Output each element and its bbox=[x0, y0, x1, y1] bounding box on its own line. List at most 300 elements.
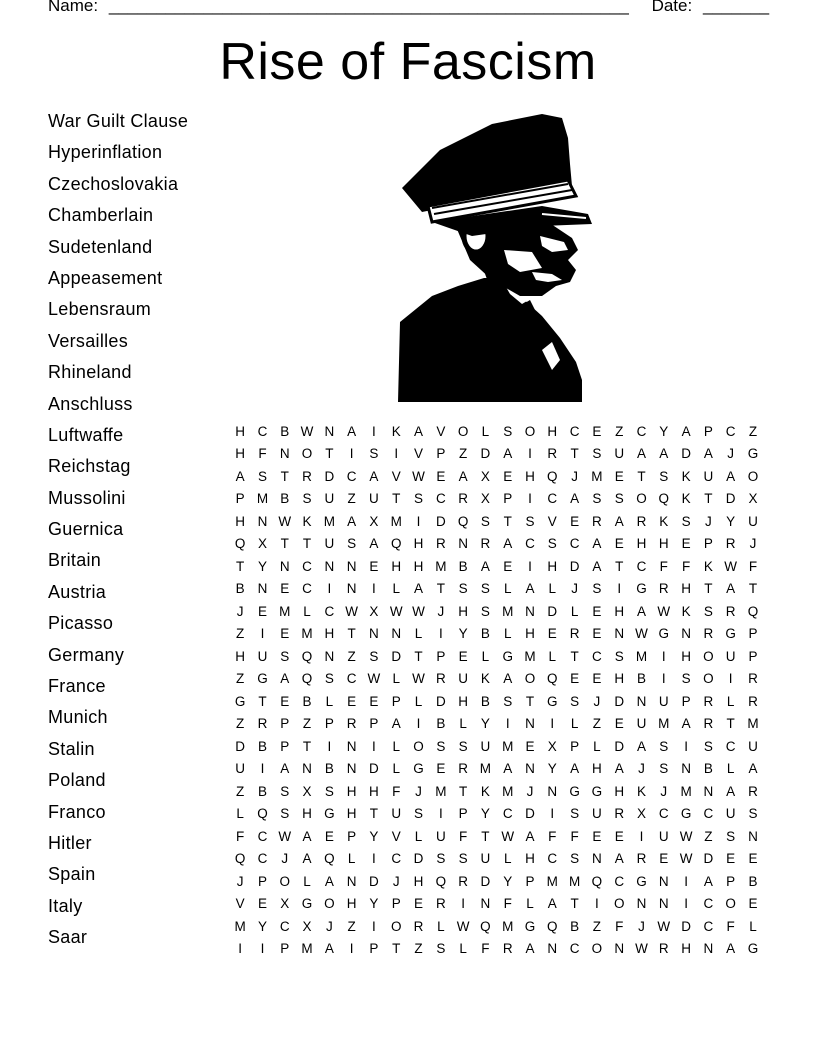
grid-letter: N bbox=[324, 648, 335, 664]
grid-letter: T bbox=[347, 626, 356, 642]
grid-letter: K bbox=[636, 783, 646, 799]
grid-letter: N bbox=[346, 738, 357, 754]
header bbox=[48, 0, 769, 16]
grid-letter: Q bbox=[658, 491, 670, 507]
grid-letter: R bbox=[480, 536, 491, 552]
grid-letter: R bbox=[458, 873, 468, 889]
grid-letter: I bbox=[327, 738, 332, 754]
grid-letter: E bbox=[436, 761, 446, 777]
grid-letter: N bbox=[681, 626, 691, 642]
grid-letter: T bbox=[280, 536, 289, 552]
grid-letter: A bbox=[280, 761, 290, 777]
grid-letter: P bbox=[748, 648, 758, 664]
grid-letter: N bbox=[279, 446, 290, 462]
grid-letter: W bbox=[367, 671, 381, 687]
grid-letter: R bbox=[703, 716, 714, 732]
grid-letter: H bbox=[346, 783, 357, 799]
grid-letter: Z bbox=[615, 423, 624, 439]
grid-letter: V bbox=[414, 446, 424, 462]
grid-letter: B bbox=[436, 716, 446, 732]
grid-letter: J bbox=[638, 918, 645, 934]
grid-letter: A bbox=[726, 468, 736, 484]
grid-letter: A bbox=[614, 761, 624, 777]
grid-letter: S bbox=[280, 783, 290, 799]
grid-letter: N bbox=[346, 558, 357, 574]
grid-letter: H bbox=[681, 581, 691, 597]
grid-letter: B bbox=[480, 693, 490, 709]
grid-letter: F bbox=[681, 558, 691, 574]
grid-letter: S bbox=[458, 738, 468, 754]
grid-letter: A bbox=[302, 851, 312, 867]
grid-letter: V bbox=[391, 468, 401, 484]
grid-letter: W bbox=[635, 941, 648, 957]
grid-letter: H bbox=[525, 851, 535, 867]
grid-letter: U bbox=[725, 806, 736, 822]
grid-letter: Q bbox=[257, 806, 268, 822]
grid-letter: R bbox=[458, 491, 468, 507]
grid-letter: P bbox=[703, 536, 713, 552]
grid-letter: M bbox=[680, 783, 692, 799]
grid-letter: H bbox=[324, 626, 335, 642]
grid-letter: N bbox=[703, 941, 714, 957]
grid-letter: Q bbox=[390, 536, 402, 552]
grid-letter: Q bbox=[480, 918, 491, 934]
grid-letter: A bbox=[280, 671, 290, 687]
grid-letter: P bbox=[681, 693, 691, 709]
grid-letter: C bbox=[257, 828, 268, 844]
grid-letter: O bbox=[703, 671, 714, 687]
grid-letter: Y bbox=[257, 918, 267, 934]
grid-letter: B bbox=[636, 671, 646, 687]
grid-letter: G bbox=[524, 918, 536, 934]
grid-letter: X bbox=[369, 603, 379, 619]
grid-letter: J bbox=[415, 783, 422, 799]
grid-letter: A bbox=[369, 468, 379, 484]
grid-row bbox=[229, 623, 764, 646]
grid-letter: E bbox=[503, 558, 513, 574]
grid-letter: A bbox=[659, 446, 669, 462]
grid-letter: K bbox=[480, 783, 490, 799]
grid-letter: C bbox=[525, 536, 535, 552]
grid-letter: S bbox=[302, 491, 312, 507]
grid-letter: A bbox=[547, 896, 557, 912]
grid-letter: F bbox=[481, 941, 490, 957]
grid-letter: Z bbox=[236, 716, 245, 732]
grid-letter: S bbox=[592, 491, 602, 507]
grid-letter: S bbox=[369, 446, 379, 462]
date-label: Date: bbox=[651, 0, 693, 15]
grid-letter: A bbox=[458, 468, 468, 484]
word-list-item: Picasso bbox=[48, 613, 114, 634]
grid-letter: L bbox=[726, 761, 735, 777]
grid-row bbox=[229, 780, 764, 803]
grid-row bbox=[229, 915, 764, 938]
grid-letter: M bbox=[279, 603, 291, 619]
grid-letter: E bbox=[525, 738, 535, 754]
word-search-grid bbox=[229, 420, 764, 960]
grid-letter: L bbox=[593, 738, 601, 754]
grid-letter: I bbox=[528, 446, 532, 462]
grid-letter: J bbox=[727, 446, 735, 462]
grid-letter: Q bbox=[234, 851, 246, 867]
grid-letter: R bbox=[435, 896, 446, 912]
grid-letter: R bbox=[302, 468, 312, 484]
grid-letter: Y bbox=[480, 716, 490, 732]
grid-letter: M bbox=[591, 468, 603, 484]
grid-letter: K bbox=[681, 468, 691, 484]
grid-letter: U bbox=[369, 491, 379, 507]
grid-letter: M bbox=[524, 648, 536, 664]
name-line: _______________________________________________________ bbox=[108, 0, 629, 15]
grid-letter: P bbox=[280, 941, 290, 957]
grid-letter: W bbox=[501, 828, 515, 844]
grid-letter: J bbox=[571, 468, 578, 484]
grid-row bbox=[229, 848, 764, 871]
grid-letter: N bbox=[458, 536, 468, 552]
grid-letter: E bbox=[347, 693, 357, 709]
grid-letter: H bbox=[614, 671, 625, 687]
grid-letter: G bbox=[658, 626, 670, 642]
grid-letter: A bbox=[614, 851, 624, 867]
grid-letter: S bbox=[324, 671, 334, 687]
grid-letter: I bbox=[639, 828, 644, 844]
grid-letter: A bbox=[480, 558, 490, 574]
grid-letter: L bbox=[570, 603, 579, 619]
grid-letter: E bbox=[570, 671, 580, 687]
grid-letter: C bbox=[658, 806, 669, 822]
grid-letter: S bbox=[681, 513, 691, 529]
grid-letter: N bbox=[257, 513, 268, 529]
grid-letter: P bbox=[458, 806, 468, 822]
grid-letter: H bbox=[658, 536, 669, 552]
grid-letter: F bbox=[615, 918, 624, 934]
grid-letter: X bbox=[547, 738, 557, 754]
grid-letter: E bbox=[503, 468, 513, 484]
grid-letter: N bbox=[658, 873, 669, 889]
grid-row bbox=[229, 578, 764, 601]
word-list bbox=[48, 109, 188, 957]
grid-letter: R bbox=[458, 761, 468, 777]
grid-letter: A bbox=[636, 603, 646, 619]
grid-letter: Q bbox=[547, 918, 558, 934]
grid-letter: Q bbox=[301, 648, 313, 664]
grid-letter: J bbox=[749, 536, 757, 552]
grid-letter: B bbox=[302, 693, 312, 709]
grid-letter: I bbox=[349, 941, 354, 957]
grid-letter: M bbox=[658, 716, 670, 732]
grid-letter: I bbox=[528, 558, 532, 574]
grid-letter: D bbox=[547, 603, 558, 619]
word-list-item: Luftwaffe bbox=[48, 424, 124, 445]
grid-letter: W bbox=[657, 603, 671, 619]
grid-letter: U bbox=[324, 491, 335, 507]
grid-letter: H bbox=[235, 648, 246, 664]
grid-letter: D bbox=[480, 873, 491, 889]
grid-letter: T bbox=[236, 558, 245, 574]
grid-letter: D bbox=[435, 693, 446, 709]
grid-letter: B bbox=[324, 761, 334, 777]
grid-letter: E bbox=[614, 828, 624, 844]
grid-letter: L bbox=[481, 423, 490, 439]
grid-letter: S bbox=[480, 603, 490, 619]
grid-letter: W bbox=[412, 671, 425, 687]
grid-letter: A bbox=[324, 941, 334, 957]
grid-letter: P bbox=[369, 716, 379, 732]
grid-letter: I bbox=[684, 896, 688, 912]
grid-letter: M bbox=[323, 513, 335, 529]
grid-letter: G bbox=[636, 581, 647, 597]
grid-letter: A bbox=[525, 828, 535, 844]
grid-letter: O bbox=[279, 873, 290, 889]
grid-letter: A bbox=[570, 491, 580, 507]
grid-letter: D bbox=[681, 918, 691, 934]
grid-letter: N bbox=[525, 761, 535, 777]
grid-letter: A bbox=[681, 423, 691, 439]
grid-letter: U bbox=[703, 468, 714, 484]
grid-letter: W bbox=[278, 828, 292, 844]
grid-letter: W bbox=[345, 603, 358, 619]
grid-letter: O bbox=[390, 918, 402, 934]
grid-letter: M bbox=[546, 873, 558, 889]
grid-letter: K bbox=[703, 558, 713, 574]
grid-letter: N bbox=[748, 828, 758, 844]
grid-letter: D bbox=[369, 761, 379, 777]
grid-letter: D bbox=[324, 468, 335, 484]
grid-letter: P bbox=[570, 738, 580, 754]
grid-letter: F bbox=[570, 828, 579, 844]
grid-row bbox=[229, 870, 764, 893]
grid-letter: C bbox=[279, 918, 290, 934]
grid-letter: H bbox=[592, 761, 602, 777]
grid-letter: M bbox=[301, 626, 313, 642]
grid-letter: L bbox=[503, 626, 512, 642]
grid-letter: I bbox=[684, 873, 688, 889]
grid-letter: L bbox=[414, 828, 423, 844]
grid-letter: G bbox=[725, 626, 736, 642]
grid-letter: S bbox=[280, 806, 290, 822]
grid-letter: Q bbox=[324, 851, 335, 867]
grid-letter: L bbox=[503, 851, 512, 867]
grid-letter: P bbox=[503, 491, 513, 507]
grid-letter: H bbox=[525, 468, 535, 484]
grid-letter: M bbox=[234, 918, 246, 934]
grid-letter: E bbox=[592, 603, 602, 619]
grid-letter: O bbox=[725, 896, 736, 912]
word-list-item: Hitler bbox=[48, 832, 92, 853]
grid-letter: J bbox=[325, 918, 333, 934]
grid-letter: J bbox=[526, 783, 534, 799]
grid-letter: S bbox=[614, 491, 624, 507]
grid-letter: D bbox=[480, 446, 491, 462]
grid-letter: A bbox=[681, 716, 691, 732]
grid-letter: D bbox=[681, 446, 691, 462]
grid-letter: A bbox=[703, 873, 713, 889]
grid-letter: H bbox=[614, 603, 625, 619]
grid-letter: S bbox=[614, 648, 624, 664]
word-list-item: Austria bbox=[48, 581, 107, 602]
grid-row bbox=[229, 510, 764, 533]
grid-letter: T bbox=[436, 581, 445, 597]
grid-letter: K bbox=[659, 513, 669, 529]
grid-letter: C bbox=[257, 423, 268, 439]
grid-letter: L bbox=[459, 716, 467, 732]
grid-letter: W bbox=[300, 423, 314, 439]
grid-letter: T bbox=[726, 716, 735, 732]
grid-letter: T bbox=[615, 558, 624, 574]
grid-letter: Z bbox=[592, 716, 602, 732]
grid-letter: S bbox=[480, 513, 490, 529]
grid-letter: F bbox=[236, 828, 245, 844]
grid-letter: N bbox=[324, 558, 335, 574]
grid-letter: I bbox=[438, 806, 443, 822]
grid-letter: H bbox=[681, 648, 691, 664]
grid-letter: C bbox=[302, 581, 312, 597]
grid-letter: P bbox=[280, 738, 290, 754]
grid-letter: J bbox=[638, 761, 645, 777]
grid-letter: Z bbox=[236, 783, 245, 799]
word-list-item: Franco bbox=[48, 801, 106, 822]
grid-letter: O bbox=[703, 648, 714, 664]
grid-letter: S bbox=[703, 738, 713, 754]
grid-letter: S bbox=[547, 536, 557, 552]
grid-letter: N bbox=[525, 603, 535, 619]
grid-letter: D bbox=[525, 806, 535, 822]
grid-letter: R bbox=[748, 783, 758, 799]
word-list-item: Czechoslovakia bbox=[48, 173, 179, 194]
grid-letter: I bbox=[372, 738, 376, 754]
grid-letter: H bbox=[681, 941, 691, 957]
grid-letter: A bbox=[636, 446, 646, 462]
grid-letter: L bbox=[414, 626, 423, 642]
grid-row bbox=[229, 645, 764, 668]
grid-letter: X bbox=[636, 806, 646, 822]
grid-letter: G bbox=[257, 671, 268, 687]
grid-letter: E bbox=[726, 851, 736, 867]
grid-letter: A bbox=[391, 716, 401, 732]
grid-letter: O bbox=[636, 491, 647, 507]
grid-letter: P bbox=[347, 828, 357, 844]
grid-letter: J bbox=[705, 513, 712, 529]
grid-letter: I bbox=[595, 896, 599, 912]
grid-row bbox=[229, 488, 764, 511]
grid-letter: K bbox=[302, 513, 312, 529]
grid-letter: T bbox=[704, 491, 713, 507]
grid-letter: N bbox=[279, 558, 290, 574]
grid-letter: P bbox=[235, 491, 245, 507]
grid-letter: I bbox=[684, 738, 688, 754]
grid-letter: E bbox=[369, 693, 379, 709]
grid-letter: J bbox=[571, 581, 578, 597]
grid-letter: I bbox=[461, 896, 465, 912]
grid-letter: C bbox=[569, 536, 580, 552]
page-title: Rise of Fascism bbox=[219, 33, 597, 91]
grid-letter: T bbox=[325, 446, 334, 462]
grid-letter: G bbox=[569, 783, 580, 799]
grid-letter: H bbox=[413, 873, 424, 889]
grid-letter: A bbox=[369, 536, 379, 552]
grid-letter: O bbox=[457, 423, 469, 439]
grid-letter: R bbox=[569, 626, 580, 642]
grid-letter: X bbox=[280, 896, 290, 912]
grid-letter: A bbox=[748, 761, 758, 777]
grid-letter: T bbox=[570, 896, 579, 912]
grid-letter: V bbox=[436, 423, 446, 439]
grid-letter: D bbox=[435, 513, 446, 529]
grid-letter: Y bbox=[503, 873, 513, 889]
grid-letter: H bbox=[302, 806, 312, 822]
grid-letter: P bbox=[391, 896, 401, 912]
grid-letter: R bbox=[592, 513, 602, 529]
grid-letter: R bbox=[346, 716, 357, 732]
grid-letter: B bbox=[480, 626, 490, 642]
word-list-item: Britain bbox=[48, 550, 102, 571]
grid-letter: A bbox=[592, 558, 602, 574]
grid-letter: I bbox=[661, 648, 666, 664]
grid-letter: H bbox=[391, 558, 402, 574]
grid-letter: H bbox=[413, 558, 424, 574]
grid-letter: P bbox=[324, 716, 334, 732]
grid-letter: S bbox=[436, 851, 446, 867]
grid-letter: N bbox=[480, 896, 491, 912]
grid-letter: F bbox=[392, 783, 401, 799]
grid-letter: E bbox=[280, 693, 290, 709]
grid-row bbox=[229, 465, 764, 488]
grid-letter: T bbox=[570, 446, 579, 462]
grid-letter: F bbox=[659, 558, 668, 574]
grid-letter: O bbox=[301, 446, 313, 462]
grid-letter: Q bbox=[234, 536, 246, 552]
grid-letter: H bbox=[413, 536, 424, 552]
grid-letter: H bbox=[525, 626, 535, 642]
grid-letter: I bbox=[438, 626, 443, 642]
grid-letter: Z bbox=[592, 918, 602, 934]
grid-letter: S bbox=[347, 536, 357, 552]
grid-letter: H bbox=[346, 896, 357, 912]
grid-letter: S bbox=[503, 693, 513, 709]
grid-letter: C bbox=[703, 896, 714, 912]
grid-letter: S bbox=[748, 806, 758, 822]
word-list-item: Hyperinflation bbox=[48, 142, 163, 163]
grid-letter: B bbox=[703, 761, 713, 777]
grid-letter: Z bbox=[414, 941, 423, 957]
grid-letter: C bbox=[391, 851, 402, 867]
grid-letter: E bbox=[681, 536, 691, 552]
grid-letter: W bbox=[724, 558, 738, 574]
grid-letter: X bbox=[480, 468, 490, 484]
word-list-item: Saar bbox=[48, 927, 88, 948]
grid-letter: J bbox=[593, 693, 601, 709]
grid-letter: S bbox=[525, 513, 535, 529]
grid-letter: K bbox=[480, 671, 490, 687]
grid-letter: B bbox=[235, 581, 245, 597]
grid-letter: C bbox=[725, 738, 736, 754]
word-list-item: Reichstag bbox=[48, 456, 131, 477]
grid-letter: P bbox=[280, 716, 290, 732]
grid-letter: P bbox=[436, 648, 446, 664]
grid-letter: Y bbox=[369, 896, 379, 912]
grid-letter: L bbox=[392, 671, 400, 687]
grid-letter: L bbox=[548, 581, 557, 597]
grid-letter: E bbox=[257, 603, 267, 619]
grid-letter: X bbox=[369, 513, 379, 529]
grid-letter: Y bbox=[480, 806, 490, 822]
grid-letter: M bbox=[502, 918, 514, 934]
grid-letter: E bbox=[436, 468, 446, 484]
grid-letter: R bbox=[725, 603, 736, 619]
grid-letter: E bbox=[614, 536, 624, 552]
grid-row bbox=[229, 825, 764, 848]
grid-letter: H bbox=[235, 513, 246, 529]
